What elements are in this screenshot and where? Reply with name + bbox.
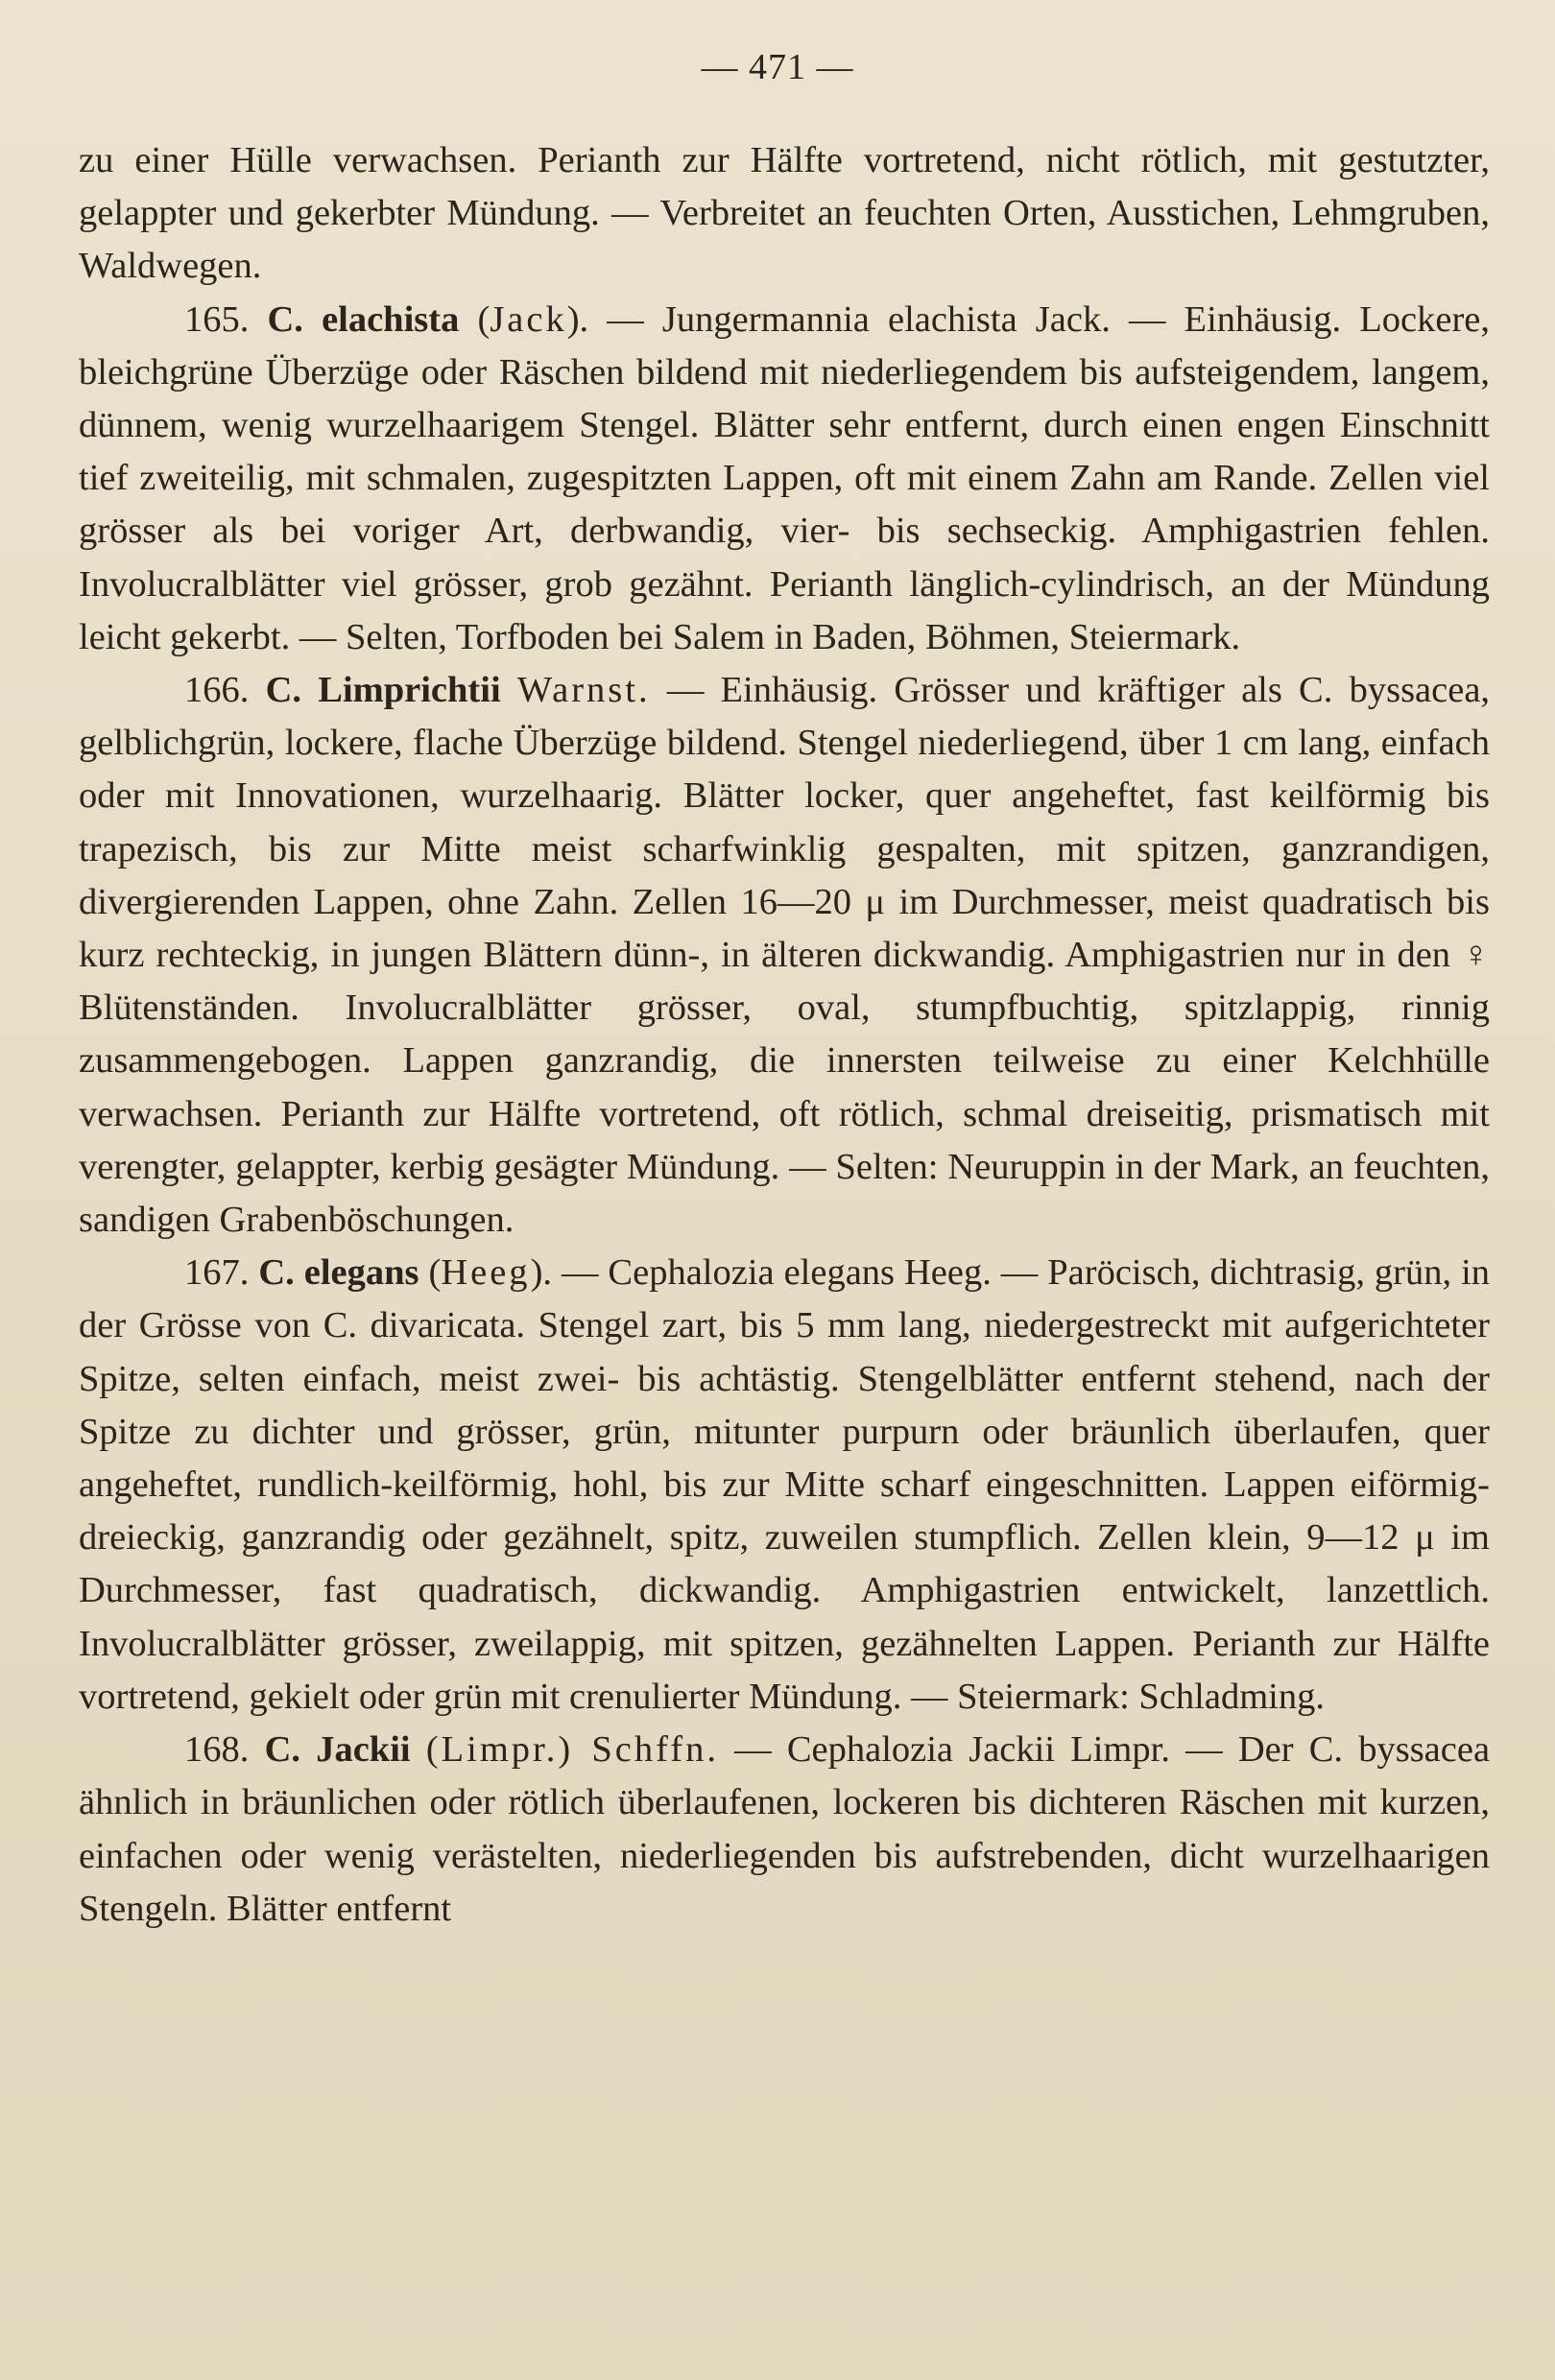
entry-author: (Limpr.) Schffn.	[425, 1729, 719, 1771]
species-entry-168	[79, 1724, 1490, 1936]
continuation-paragraph: zu einer Hülle verwachsen. Perianth zur Hälfte vortretend, nicht rötlich, mit gestutzter, gelappter und gekerbter Mündung. — Verbreitet an feuchten Orten, Ausstichen, Lehmgruben, Waldwegen.	[79, 140, 1490, 287]
page-number: — 471 —	[701, 47, 854, 87]
author-paren-close: ).	[566, 298, 589, 340]
entry-species: Jackii	[316, 1729, 411, 1771]
author-paren-open: (	[428, 1252, 442, 1294]
entry-description: — Jungermannia elachista Jack. — Einhäusig. Lockere, bleichgrüne Überzüge oder Räschen bildend mit niederliegendem bis aufsteigendem, langem, dünnem, wenig wurzelhaarigem Stengel. Blätter sehr entfernt, durch einen engen Einschnitt tief zweiteilig, mit schmalen, zugespitzten Lappen, oft mit einem Zahn am Rande. Zellen viel grösser als bei voriger Art, derbwandig, vier- bis sechseckig. Amphigastrien fehlen. Involucralblätter viel grösser, grob gezähnt. Perianth länglich-cylindrisch, an der Mündung leicht gekerbt. — Selten, Torfboden bei Salem in Baden, Böhmen, Steiermark.	[79, 298, 1491, 657]
entry-description: — Cephalozia elegans Heeg. — Paröcisch, dichtrasig, grün, in der Grösse von C. divaricata. Stengel zart, bis 5 mm lang, niedergestreckt mit aufgerichteter Spitze, selten einfach, meist zwei- bis achtästig. Stengelblätter entfernt stehend, nach der Spitze zu dichter und grösser, grün, mitunter purpurn oder bräunlich überlaufen, quer angeheftet, rundlich-keilförmig, hohl, bis zur Mitte scharf eingeschnitten. Lappen eiförmig-dreieckig, ganzrandig oder gezähnelt, spitz, zuweilen stumpflich. Zellen klein, 9—12 μ im Durchmesser, fast quadratisch, dickwandig. Amphigastrien entwickelt, lanzettlich. Involucralblätter grösser, zweilappig, mit spitzen, gezähnelten Lappen. Perianth zur Hälfte vortretend, gekielt oder grün mit crenulierter Mündung. — Steiermark: Schladming.	[79, 1252, 1491, 1717]
entry-number: 167.	[184, 1252, 250, 1294]
entry-genus: C.	[264, 1729, 301, 1771]
entry-author: Heeg	[441, 1252, 531, 1294]
entry-author: Jack	[490, 298, 567, 340]
entry-number: 168.	[184, 1729, 250, 1771]
entry-species: elachista	[322, 298, 460, 340]
entry-species: elegans	[303, 1252, 419, 1294]
entry-description: — Einhäusig. Grösser und kräftiger als C. byssacea, gelblichgrün, lockere, flache Überzüge bildend. Stengel niederliegend, über 1 cm lang, einfach oder mit Innovationen, wurzelhaarig. Blätter locker, quer angeheftet, fast keilförmig bis trapezisch, bis zur Mitte meist scharfwinklig gespalten, mit spitzen, ganzrandigen, divergierenden Lappen, ohne Zahn. Zellen 16—20 μ im Durchmesser, meist quadratisch bis kurz rechteckig, in jungen Blättern dünn-, in älteren dickwandig. Amphigastrien nur in den ♀ Blütenständen. Involucralblätter grösser, oval, stumpfbuchtig, spitzlappig, rinnig zusammengebogen. Lappen ganzrandig, die innersten teilweise zu einer Kelchhülle verwachsen. Perianth zur Hälfte vortretend, oft rötlich, schmal dreiseitig, prismatisch mit verengter, gelappter, kerbig gesägter Mündung. — Selten: Neuruppin in der Mark, an feuchten, sandigen Grabenböschungen.	[79, 670, 1491, 1241]
species-entry-167	[79, 1247, 1490, 1724]
species-entry-165	[79, 294, 1490, 664]
entry-genus: C.	[265, 670, 302, 711]
entry-number: 166.	[184, 670, 250, 711]
entry-genus: C.	[267, 298, 303, 340]
species-entry-166	[79, 664, 1490, 1247]
entry-number: 165.	[184, 298, 250, 340]
body-text	[79, 134, 1490, 1936]
author-paren-close: ).	[530, 1252, 553, 1294]
entry-author: Warnst.	[516, 670, 651, 711]
entry-species: Limprichtii	[318, 670, 501, 711]
entry-genus: C.	[258, 1252, 295, 1294]
author-paren-open: (	[477, 298, 490, 340]
entry-description: — Cephalozia Jackii Limpr. — Der C. byssacea ähnlich in bräunlichen oder rötlich überlaufenen, lockeren bis dichteren Räschen mit kurzen, einfachen oder wenig verästelten, niederliegenden bis aufstrebenden, dicht wurzelhaarigen Stengeln. Blätter entfernt	[79, 1729, 1491, 1929]
